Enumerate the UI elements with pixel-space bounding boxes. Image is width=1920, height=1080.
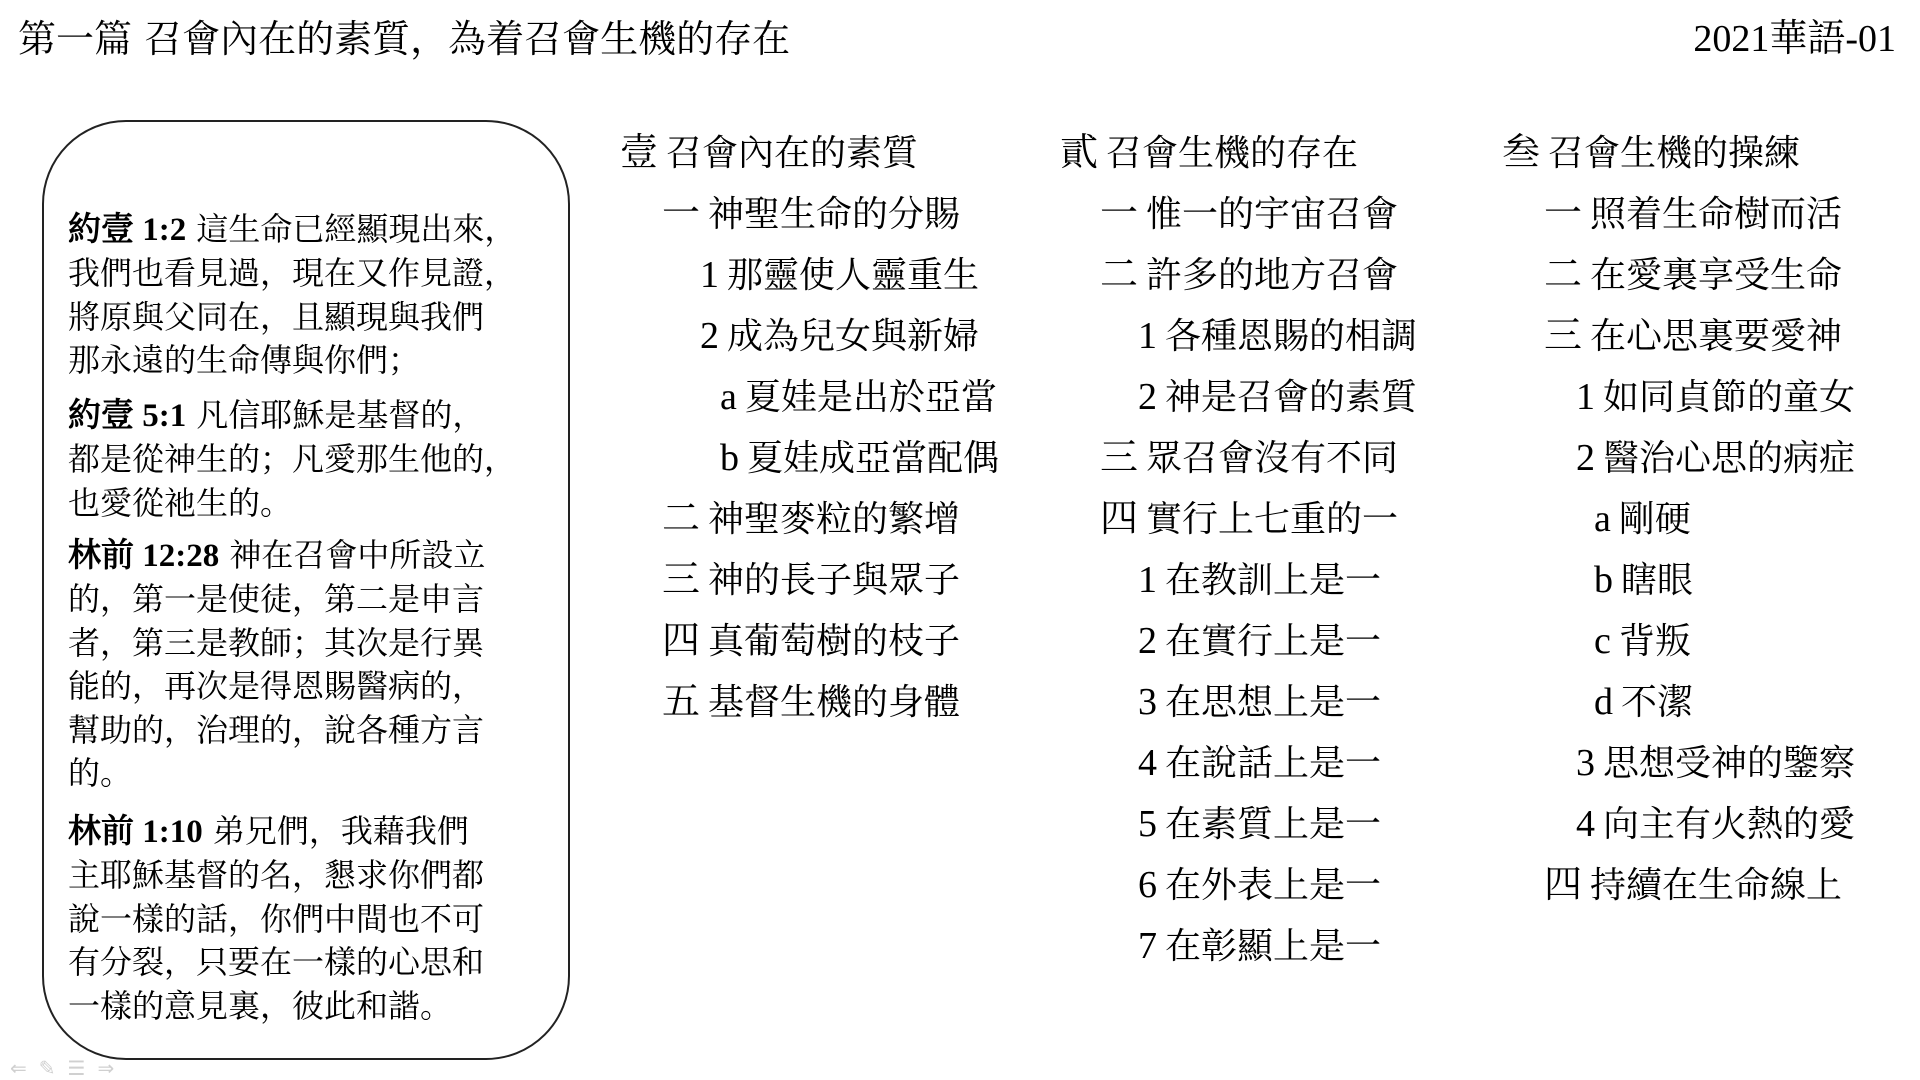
outline-text: 在素質上是一 (1165, 804, 1382, 845)
outline-number: 三 (1100, 437, 1139, 479)
outline-text: 實行上七重的一 (1146, 499, 1399, 540)
outline-text: 眾召會沒有不同 (1146, 438, 1399, 479)
outline-item (1138, 921, 1381, 972)
outline-text: 背叛 (1618, 621, 1691, 662)
outline-number: 3 (1576, 742, 1595, 784)
outline-number: b (720, 437, 739, 479)
verse-text: 神在召會中所設立 的，第一是使徒，第二是申言 者，第三是教師；其次是行異 能的，再次是得恩賜醫病的， 幫助的，治理的，說各種方言 的。 (68, 535, 486, 792)
outline-item (1100, 189, 1398, 240)
outline-text: 向主有火熱的愛 (1603, 804, 1856, 845)
outline-item (1594, 616, 1691, 667)
outline-item (662, 494, 960, 545)
outline-number: 二 (1100, 254, 1139, 296)
outline-number: 1 (700, 254, 719, 296)
outline-text: 召會生機的操練 (1548, 133, 1801, 174)
verse-4 (68, 766, 572, 1028)
outline-item (1576, 433, 1855, 484)
outline-text: 夏娃成亞當配偶 (747, 438, 1000, 479)
outline-text: 真葡萄樹的枝子 (708, 621, 961, 662)
outline-item (720, 433, 999, 484)
arrow-left-icon[interactable]: ⇐ (10, 1056, 27, 1080)
outline-number: b (1594, 559, 1613, 601)
outline-text: 神是召會的素質 (1165, 377, 1418, 418)
outline-item (1544, 250, 1842, 301)
outline-text: 在愛裏享受生命 (1590, 255, 1843, 296)
verse-ref: 林前 12:28 (68, 537, 220, 574)
outline-text: 醫治心思的病症 (1603, 438, 1856, 479)
outline-text: 神聖生命的分賜 (708, 194, 961, 235)
pen-icon[interactable]: ✎ (38, 1056, 56, 1080)
outline-number: 貳 (1060, 132, 1099, 174)
outline-item (1138, 860, 1381, 911)
outline-text: 召會內在的素質 (666, 133, 919, 174)
outline-item (1138, 738, 1381, 789)
page-code: 2021華語-01 (1693, 18, 1896, 60)
outline-item (1594, 494, 1691, 545)
outline-number: a (720, 376, 737, 418)
outline-number: 二 (1544, 254, 1583, 296)
outline-number: d (1594, 681, 1613, 723)
outline-number: 四 (1100, 498, 1139, 540)
outline-item (1138, 799, 1381, 850)
outline-item (1138, 616, 1381, 667)
outline-number: 2 (1138, 620, 1157, 662)
outline-text: 基督生機的身體 (708, 682, 961, 723)
outline-text: 剛硬 (1618, 499, 1691, 540)
outline-item (1544, 311, 1842, 362)
outline-text: 夏娃是出於亞當 (744, 377, 997, 418)
verse-ref: 約壹 5:1 (68, 397, 187, 434)
outline-item (1544, 189, 1842, 240)
outline-item (1100, 433, 1398, 484)
verse-ref: 林前 1:10 (68, 813, 203, 850)
outline-number: 1 (1138, 315, 1157, 357)
outline-text: 召會生機的存在 (1106, 133, 1359, 174)
outline-text: 神的長子與眾子 (708, 560, 961, 601)
outline-number: 三 (1544, 315, 1583, 357)
verse-ref: 約壹 1:2 (68, 211, 187, 248)
outline-text: 如同貞節的童女 (1603, 377, 1856, 418)
outline-text: 在心思裏要愛神 (1590, 316, 1843, 357)
outline-item (620, 128, 918, 179)
outline-number: 4 (1576, 803, 1595, 845)
outline-number: 一 (662, 193, 701, 235)
outline-text: 許多的地方召會 (1146, 255, 1399, 296)
outline-text: 惟一的宇宙召會 (1146, 194, 1399, 235)
outline-number: 3 (1138, 681, 1157, 723)
outline-item (1576, 372, 1855, 423)
outline-text: 在思想上是一 (1165, 682, 1382, 723)
outline-item (1100, 250, 1398, 301)
outline-text: 在實行上是一 (1165, 621, 1382, 662)
verse-text: 這生命已經顯現出來， 我們也看見過，現在又作見證， 將原與父同在，且顯現與我們 那永遠的生命傳與你們； (68, 209, 517, 379)
outline-item (700, 250, 979, 301)
outline-item (662, 677, 960, 728)
outline-number: 四 (662, 620, 701, 662)
outline-text: 神聖麥粒的繁增 (708, 499, 961, 540)
outline-number: 一 (1100, 193, 1139, 235)
outline-item (1100, 494, 1398, 545)
outline-item (1544, 860, 1842, 911)
outline-item (1502, 128, 1800, 179)
outline-text: 那靈使人靈重生 (727, 255, 980, 296)
arrow-right-icon[interactable]: ⇒ (97, 1056, 115, 1080)
page-title: 第一篇 召會內在的素質，為着召會生機的存在 (18, 17, 791, 61)
outline-item (1060, 128, 1358, 179)
outline-item (1594, 555, 1693, 606)
outline-text: 持續在生命線上 (1590, 865, 1843, 906)
outline-number: 2 (700, 315, 719, 357)
outline-text: 在彰顯上是一 (1165, 926, 1382, 967)
outline-number: 1 (1576, 376, 1595, 418)
outline-number: c (1594, 620, 1611, 662)
outline-text: 瞎眼 (1621, 560, 1694, 601)
outline-item (662, 555, 960, 606)
outline-number: 4 (1138, 742, 1157, 784)
outline-number: 四 (1544, 864, 1583, 906)
outline-item (720, 372, 997, 423)
slide-nav-icons[interactable] (10, 1056, 114, 1080)
outline-number: 壹 (620, 132, 659, 174)
outline-number: 5 (1138, 803, 1157, 845)
outline-text: 不潔 (1621, 682, 1694, 723)
outline-number: 1 (1138, 559, 1157, 601)
outline-number: 一 (1544, 193, 1583, 235)
outline-number: 7 (1138, 925, 1157, 967)
outline-item (1576, 799, 1855, 850)
outline-text: 在說話上是一 (1165, 743, 1382, 784)
outline-item (662, 616, 960, 667)
outline-text: 在教訓上是一 (1165, 560, 1382, 601)
verse-text: 凡信耶穌是基督的， 都是從神生的；凡愛那生他的， 也愛從祂生的。 (68, 395, 517, 522)
outline-item (1138, 372, 1417, 423)
outline-text: 各種恩賜的相調 (1165, 316, 1418, 357)
verse-text: 弟兄們，我藉我們 主耶穌基督的名，懇求你們都 說一樣的話，你們中間也不可 有分裂，只要在一樣的心思和 一樣的意見裏，彼此和諧。 (68, 811, 485, 1025)
outline-number: 三 (662, 559, 701, 601)
verse-3 (68, 490, 572, 796)
outline-number: 2 (1576, 437, 1595, 479)
outline-text: 在外表上是一 (1165, 865, 1382, 906)
outline-text: 成為兒女與新婦 (727, 316, 980, 357)
outline-item (662, 189, 960, 240)
outline-text: 思想受神的鑒察 (1603, 743, 1856, 784)
outline-item (1138, 677, 1381, 728)
outline-item (700, 311, 979, 362)
outline-text: 照着生命樹而活 (1590, 194, 1843, 235)
menu-icon[interactable]: ☰ (67, 1056, 86, 1080)
outline-number: 二 (662, 498, 701, 540)
outline-number: a (1594, 498, 1611, 540)
outline-number: 五 (662, 681, 701, 723)
outline-item (1594, 677, 1693, 728)
outline-item (1138, 555, 1381, 606)
outline-number: 2 (1138, 376, 1157, 418)
outline-number: 6 (1138, 864, 1157, 906)
outline-number: 叁 (1502, 132, 1541, 174)
outline-item (1138, 311, 1417, 362)
outline-item (1576, 738, 1855, 789)
